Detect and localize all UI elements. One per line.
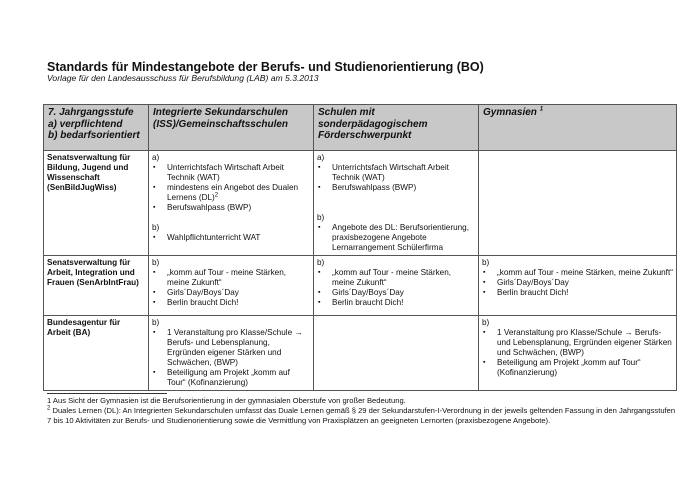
list-item: ▪ Wahlpflichtunterricht WAT bbox=[152, 233, 310, 243]
list-item: ▪ Beteiligung am Projekt „komm auf Tour“ (Kofinanzierung) bbox=[152, 368, 310, 388]
row-label: Bundesagentur für Arbeit (BA) bbox=[44, 316, 149, 391]
list-item: ▪ Berufswahlpass (BWP) bbox=[152, 203, 310, 213]
cell-gymnasien bbox=[479, 256, 677, 316]
cell-sonder bbox=[314, 256, 479, 316]
section-b-label: b) bbox=[152, 318, 160, 327]
cell-iss bbox=[149, 316, 314, 391]
list-item-text: mindestens ein Angebot des Dualen Lernens (DL) bbox=[167, 183, 299, 202]
cell-gymnasien bbox=[479, 316, 677, 391]
section-b-label: b) bbox=[482, 258, 490, 267]
list-item: ▪ Unterrichtsfach Wirtschaft Arbeit Technik (WAT) bbox=[152, 163, 310, 183]
cell-iss bbox=[149, 151, 314, 256]
section-b-label: b) bbox=[152, 223, 160, 232]
list-item: ▪ „komm auf Tour - meine Stärken, meine Zukunft“ bbox=[317, 268, 475, 288]
list-item: ▪ Berlin braucht Dich! bbox=[317, 298, 475, 308]
footnote-1: 1 Aus Sicht der Gymnasien ist die Berufsorientierung in der gymnasialen Oberstufe von großer Bedeutung. bbox=[47, 396, 406, 405]
row-label: Senatsverwaltung für Arbeit, Integration und Frauen (SenArbIntFrau) bbox=[44, 256, 149, 316]
list-item: ▪ 1 Veranstaltung pro Klasse/Schule → Berufs- und Lebensplanung, Ergründen eigener Stärken und Schwächen, (BWP) bbox=[482, 328, 673, 358]
list-item: ▪ Angebote des DL: Berufsorientierung, praxisbezogene Angebote Lernarrangement Schülerfirma bbox=[317, 223, 475, 253]
cell-sonder bbox=[314, 316, 479, 391]
section-b-label: b) bbox=[317, 258, 325, 267]
document-subtitle: Vorlage für den Landesausschuss für Berufsbildung (LAB) am 5.3.2013 bbox=[47, 73, 319, 83]
header-grade-line2: a) verpflichtend bbox=[48, 118, 123, 130]
section-b-label: b) bbox=[317, 213, 325, 222]
list-item: ▪ Girls´Day/Boys´Day bbox=[317, 288, 475, 298]
list-item: ▪ Girls´Day/Boys´Day bbox=[152, 288, 310, 298]
list-item: ▪ Unterrichtsfach Wirtschaft Arbeit Technik (WAT) bbox=[317, 163, 475, 183]
list-item: ▪ Girls´Day/Boys´Day bbox=[482, 278, 673, 288]
table-row bbox=[44, 316, 677, 391]
footnote-2 bbox=[47, 406, 677, 426]
header-iss: Integrierte Sekundarschulen (ISS)/Gemeinschaftsschulen bbox=[149, 105, 314, 151]
table-header-row bbox=[44, 105, 677, 151]
section-b-label: b) bbox=[482, 318, 490, 327]
section-b-label: b) bbox=[152, 258, 160, 267]
table-row bbox=[44, 256, 677, 316]
list-item: ▪ Berlin braucht Dich! bbox=[152, 298, 310, 308]
list-item bbox=[152, 183, 310, 203]
row-label: Senatsverwaltung für Bildung, Jugend und Wissenschaft (SenBildJugWiss) bbox=[44, 151, 149, 256]
header-gymnasien-label: Gymnasien bbox=[483, 107, 537, 118]
footnote-2-number: 2 bbox=[47, 405, 51, 412]
cell-gymnasien bbox=[479, 151, 677, 256]
standards-table bbox=[43, 104, 677, 391]
footnote-separator bbox=[47, 393, 167, 394]
header-grade bbox=[44, 105, 149, 151]
cell-sonder bbox=[314, 151, 479, 256]
header-gymnasien bbox=[479, 105, 677, 151]
list-item: ▪ 1 Veranstaltung pro Klasse/Schule → Berufs- und Lebensplanung, Ergründen eigener Stärken und Schwächen, (BWP) bbox=[152, 328, 310, 368]
section-a-label: a) bbox=[152, 153, 160, 162]
header-sonder: Schulen mit sonderpädagogischem Förderschwerpunkt bbox=[314, 105, 479, 151]
table-row bbox=[44, 151, 677, 256]
header-grade-line3: b) bedarfsorientiert bbox=[48, 130, 140, 141]
list-item: ▪ Beteiligung am Projekt „komm auf Tour“ (Kofinanzierung) bbox=[482, 358, 673, 378]
footnote-2-text: Duales Lernen (DL): An Integrierten Sekundarschulen umfasst das Duale Lernen gemäß § 29 der Sekundarstufen-I-Verordnung in der jeweils geltenden Fassung in den Jahrgangsstufen 7 bis 10 Aktivitäten zur Berufs- und Studienorientierung sowie die Vermittlung von Praxisplätzen an geeigneten Lernorten (praxisbezogene Angebote). bbox=[47, 406, 676, 425]
document-title: Standards für Mindestangebote der Berufs- und Studienorientierung (BO) bbox=[47, 60, 484, 74]
header-grade-line1: 7. Jahrgangsstufe bbox=[48, 107, 134, 118]
section-a-label: a) bbox=[317, 153, 325, 162]
footnote-ref-1: 1 bbox=[539, 106, 544, 113]
footnote-ref-2: 2 bbox=[214, 192, 219, 199]
cell-iss bbox=[149, 256, 314, 316]
list-item: ▪ Berlin braucht Dich! bbox=[482, 288, 673, 298]
list-item: ▪ Berufswahlpass (BWP) bbox=[317, 183, 475, 193]
list-item: ▪ „komm auf Tour - meine Stärken, meine Zukunft“ bbox=[482, 268, 673, 278]
list-item: ▪ „komm auf Tour - meine Stärken, meine Zukunft“ bbox=[152, 268, 310, 288]
